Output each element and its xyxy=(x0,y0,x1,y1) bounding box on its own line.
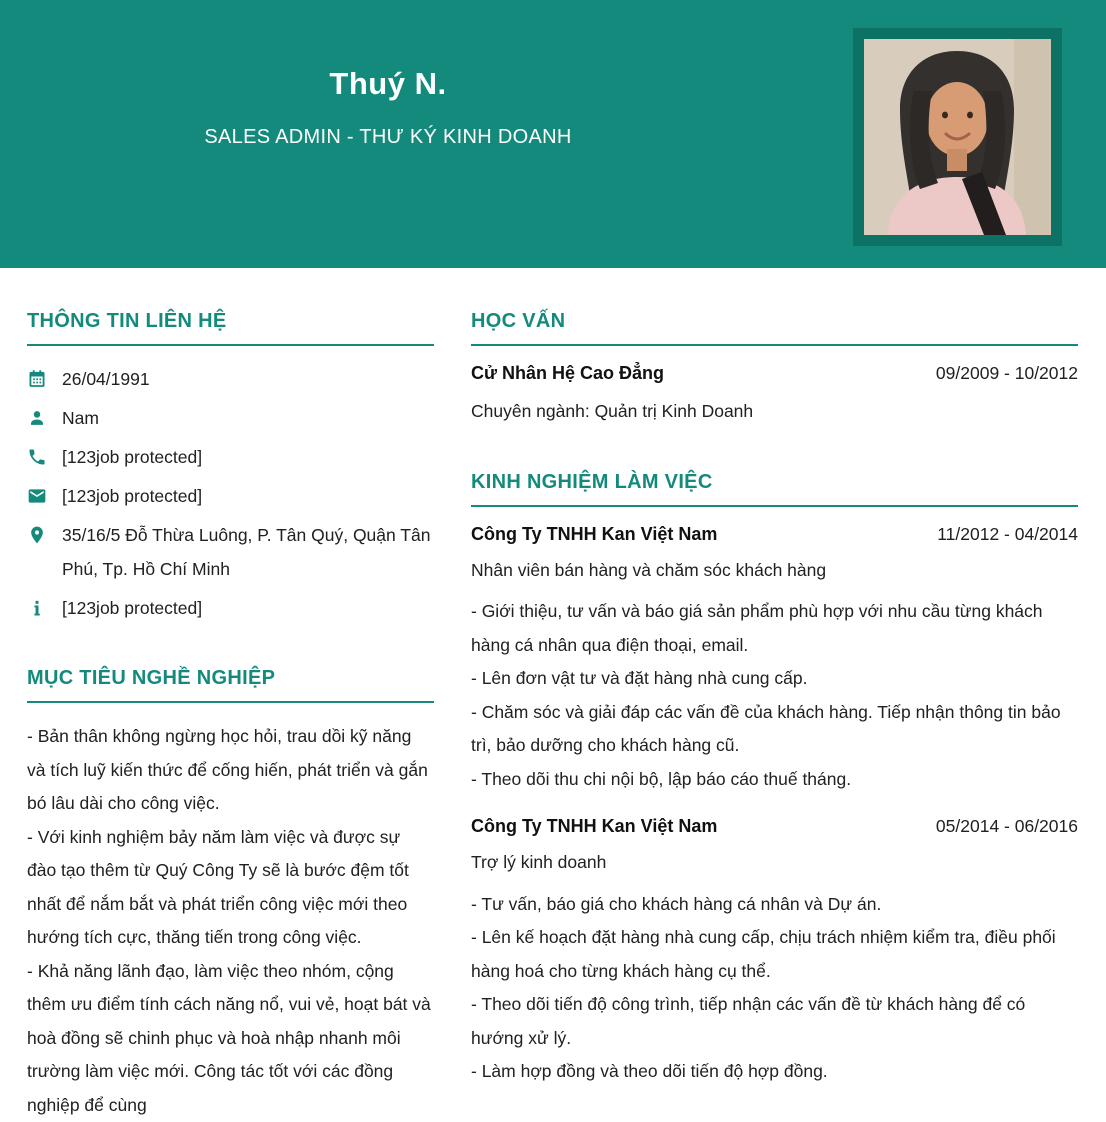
experience-section-title: KINH NGHIỆM LÀM VIỆC xyxy=(471,471,1078,507)
job-bullets xyxy=(471,888,1078,1089)
job-period: 05/2014 - 06/2016 xyxy=(936,816,1078,837)
contact-item xyxy=(27,479,434,513)
degree-name: Cử Nhân Hệ Cao Đẳng xyxy=(471,363,664,384)
objective-paragraph: - Với kinh nghiệm bảy năm làm việc và được sự đào tạo thêm từ Quý Công Ty sẽ là bước đệm tốt nhất để nắm bắt và phát triển công việc mới theo hướng tích cực, thăng tiến trong công việc. xyxy=(27,821,434,955)
location-icon xyxy=(27,525,47,545)
contact-item xyxy=(27,440,434,474)
profile-photo xyxy=(853,28,1062,246)
phone-icon xyxy=(27,447,47,467)
job-bullet: - Giới thiệu, tư vấn và báo giá sản phẩm phù hợp với nhu cầu từng khách hàng cá nhân qua điện thoại, email. xyxy=(471,595,1078,662)
contact-item-text: [123job protected] xyxy=(62,479,434,513)
job-entry xyxy=(471,524,1078,797)
contact-item-text: Nam xyxy=(62,401,434,435)
left-column xyxy=(27,310,434,1122)
contact-list xyxy=(27,362,434,625)
job-entries xyxy=(471,524,1078,1089)
education-detail: Chuyên ngành: Quản trị Kinh Doanh xyxy=(471,395,1078,429)
objective-body xyxy=(27,720,434,1122)
objective-paragraph: - Khả năng lãnh đạo, làm việc theo nhóm, cộng thêm ưu điểm tính cách năng nổ, vui vẻ, hoạt bát và hoà đồng sẽ chinh phục và hoà nhập nhanh môi trường làm việc mới. Công tác tốt với các đồng nghiệp để cùng xyxy=(27,955,434,1122)
education-period: 09/2009 - 10/2012 xyxy=(936,363,1078,384)
candidate-job-title: SALES ADMIN - THƯ KÝ KINH DOANH xyxy=(0,126,776,149)
job-bullet: - Làm hợp đồng và theo dõi tiến độ hợp đồng. xyxy=(471,1055,1078,1089)
profile-photo-image xyxy=(864,39,1051,235)
contact-item-text: [123job protected] xyxy=(62,440,434,474)
education-section xyxy=(471,310,1078,429)
contact-item xyxy=(27,518,434,586)
job-bullet: - Chăm sóc và giải đáp các vấn đề của khách hàng. Tiếp nhận thông tin bảo trì, bảo dưỡng cho khách hàng cũ. xyxy=(471,696,1078,763)
job-bullet: - Lên đơn vật tư và đặt hàng nhà cung cấp. xyxy=(471,662,1078,696)
objective-paragraph: - Bản thân không ngừng học hỏi, trau dồi kỹ năng và tích luỹ kiến thức để cống hiến, phát triển và gắn bó lâu dài cho công việc. xyxy=(27,720,434,821)
company-name: Công Ty TNHH Kan Việt Nam xyxy=(471,816,717,837)
job-period: 11/2012 - 04/2014 xyxy=(937,524,1078,545)
candidate-name: Thuý N. xyxy=(0,66,776,102)
contact-item xyxy=(27,401,434,435)
job-bullet: - Theo dõi thu chi nội bộ, lập báo cáo thuế tháng. xyxy=(471,763,1078,797)
job-bullets xyxy=(471,595,1078,796)
experience-section xyxy=(471,471,1078,1089)
education-section-title: HỌC VẤN xyxy=(471,310,1078,346)
job-bullet: - Tư vấn, báo giá cho khách hàng cá nhân và Dự án. xyxy=(471,888,1078,922)
contact-section-title: THÔNG TIN LIÊN HỆ xyxy=(27,310,434,346)
contact-item-text: [123job protected] xyxy=(62,591,434,625)
person-icon xyxy=(27,408,47,428)
contact-item-text: 26/04/1991 xyxy=(62,362,434,396)
objective-section xyxy=(27,667,434,1122)
company-name: Công Ty TNHH Kan Việt Nam xyxy=(471,524,717,545)
contact-item xyxy=(27,362,434,396)
job-role: Trợ lý kinh doanh xyxy=(471,846,1078,880)
job-role: Nhân viên bán hàng và chăm sóc khách hàng xyxy=(471,554,1078,588)
header-band xyxy=(0,0,1106,268)
job-bullet: - Lên kế hoạch đặt hàng nhà cung cấp, chịu trách nhiệm kiểm tra, điều phối hàng hoá cho từng khách hàng cụ thể. xyxy=(471,921,1078,988)
contact-section xyxy=(27,310,434,625)
job-entry xyxy=(471,816,1078,1089)
education-entries xyxy=(471,363,1078,429)
calendar-icon xyxy=(27,369,47,389)
header-text xyxy=(0,66,776,149)
right-column xyxy=(471,310,1078,1122)
job-bullet: - Theo dõi tiến độ công trình, tiếp nhận các vấn đề từ khách hàng để có hướng xử lý. xyxy=(471,988,1078,1055)
contact-item-text: 35/16/5 Đỗ Thừa Luông, P. Tân Quý, Quận Tân Phú, Tp. Hồ Chí Minh xyxy=(62,518,434,586)
email-icon xyxy=(27,486,47,506)
info-icon xyxy=(27,598,47,618)
contact-item xyxy=(27,591,434,625)
education-entry xyxy=(471,363,1078,429)
objective-section-title: MỤC TIÊU NGHỀ NGHIỆP xyxy=(27,667,434,703)
content xyxy=(0,268,1106,1122)
